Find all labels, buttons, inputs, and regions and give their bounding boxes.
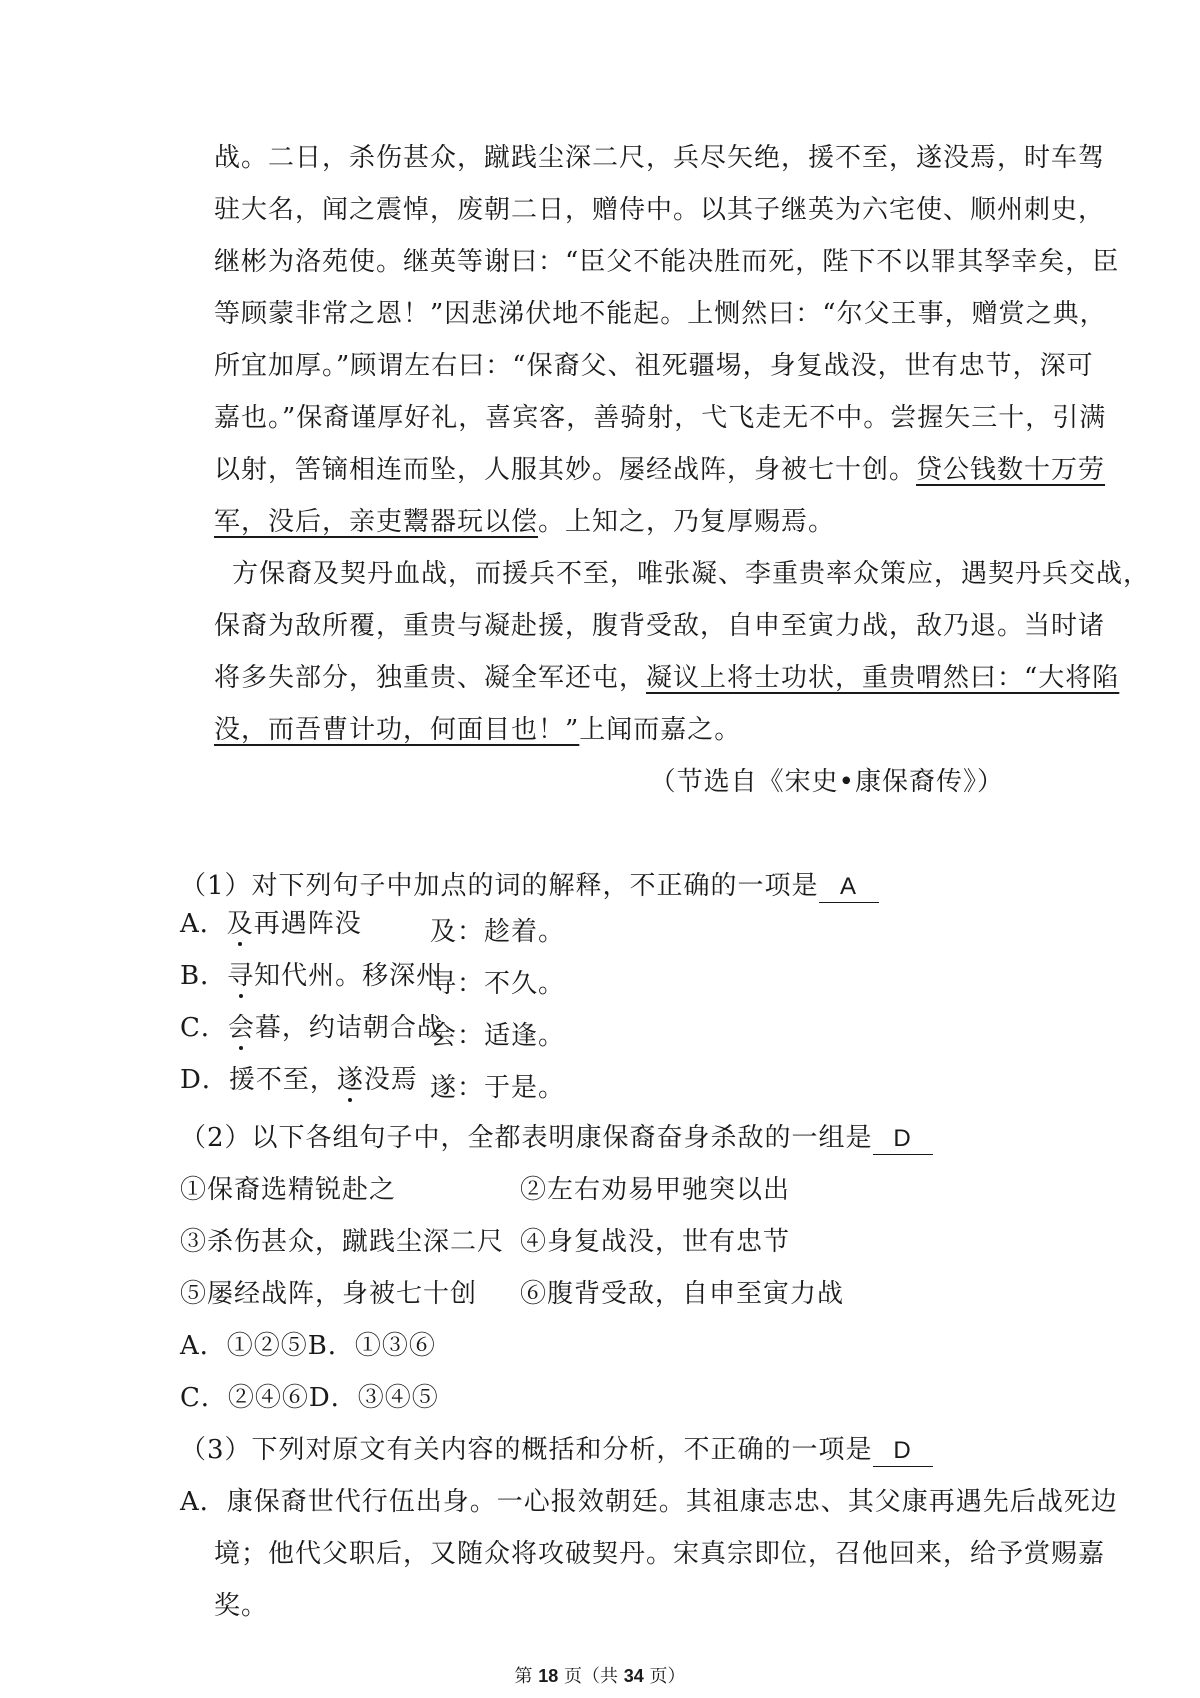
question-3-stem (180, 1430, 933, 1470)
question-1-gloss-b: 寻：不久。 (430, 969, 566, 999)
question-1-option-c (180, 1008, 444, 1048)
answer-blank: A (819, 872, 879, 903)
question-text: （1）对下列句子中加点的词的解释，不正确的一项是 (180, 871, 819, 901)
passage-text: 以射，筈镝相连而坠，人服其妙。屡经战阵，身被七十创。 (214, 455, 917, 485)
question-1-option-b (180, 956, 443, 996)
option-label: C． (180, 1013, 228, 1043)
question-1-option-a (180, 904, 362, 944)
question-2-item-1: ①保裔选精锐赴之 (180, 1175, 397, 1205)
underlined-sentence-2: 凝议上将士功状，重贵喟然曰：“大将陷 (646, 663, 1120, 693)
dotted-word: 寻 (227, 956, 254, 996)
option-text: 知代州。移深州 (254, 961, 444, 991)
passage-line-7 (214, 450, 1105, 490)
underlined-sentence-1: 贷公钱数十万劳 (916, 455, 1106, 485)
passage-line-10: 保裔为敌所覆，重贵与凝赴援，腹背受敌，自申至寅力战，敌乃退。当时诸 (214, 611, 1106, 641)
question-1-stem (180, 866, 879, 906)
option-text: 没焉 (363, 1065, 418, 1095)
question-2-stem (180, 1118, 933, 1158)
answer-blank: D (873, 1124, 933, 1155)
passage-line-9: 方保裔及契丹血战，而援兵不至，唯张凝、李重贵率众策应，遇契丹兵交战， (232, 559, 1151, 589)
passage-text: 将多失部分，独重贵、凝全军还屯， (214, 663, 647, 693)
question-2-item-2: ②左右劝易甲驰突以出 (520, 1175, 791, 1205)
passage-text: 。上知之，乃复厚赐焉。 (538, 507, 836, 537)
dotted-word: 会 (228, 1008, 255, 1048)
total-pages: 34 (623, 1666, 644, 1686)
question-2-item-6: ⑥腹背受敌，自申至寅力战 (520, 1279, 845, 1309)
passage-line-4: 等顾蒙非常之恩！”因悲涕伏地不能起。上恻然曰：“尔父王事，赠赏之典， (214, 299, 1107, 329)
question-3-option-a-line-1: A．康保裔世代行伍出身。一心报效朝廷。其祖康志忠、其父康再遇先后战死边 (180, 1487, 1118, 1517)
underlined-sentence-2-cont: 没，而吾曹计功，何面目也！” (214, 715, 580, 745)
passage-line-11 (214, 658, 1119, 698)
question-text: （2）以下各组句子中，全都表明康保裔奋身杀敌的一组是 (180, 1123, 873, 1153)
option-label: D．援不至， (180, 1065, 337, 1095)
question-2-choices-cd: C．②④⑥D．③④⑤ (180, 1383, 439, 1413)
question-1-gloss-c: 会：适逢。 (430, 1021, 566, 1051)
passage-line-8 (214, 502, 835, 542)
question-text: （3）下列对原文有关内容的概括和分析，不正确的一项是 (180, 1435, 873, 1465)
question-2-choices-ab: A．①②⑤B．①③⑥ (180, 1331, 436, 1361)
underlined-sentence-1-cont: 军，没后，亲吏鬻器玩以偿 (214, 507, 539, 537)
footer-text: 第 (514, 1666, 539, 1687)
passage-line-5: 所宜加厚。”顾谓左右曰：“保裔父、祖死疆埸，身复战没，世有忠节，深可 (214, 351, 1094, 381)
question-2-item-5: ⑤屡经战阵，身被七十创 (180, 1279, 478, 1309)
dotted-word: 及 (227, 904, 254, 944)
question-3-option-a-line-2: 境；他代父职后，又随众将攻破契丹。宋真宗即位，召他回来，给予赏赐嘉 (214, 1539, 1106, 1569)
option-label: B． (180, 961, 228, 991)
page-number: 18 (538, 1666, 559, 1686)
passage-line-6: 嘉也。”保裔谨厚好礼，喜宾客，善骑射，弋飞走无不中。尝握矢三十，引满 (214, 403, 1107, 433)
passage-source: （节选自《宋史•康保裔传》） (649, 767, 1004, 797)
passage-line-1: 战。二日，杀伤甚众，蹴践尘深二尺，兵尽矢绝，援不至，遂没焉，时车驾 (214, 143, 1106, 173)
footer-text: 页（共 (558, 1666, 624, 1687)
footer-text: 页） (643, 1666, 686, 1687)
passage-line-12 (214, 710, 741, 750)
question-2-item-4: ④身复战没，世有忠节 (520, 1227, 791, 1257)
question-1-gloss-d: 遂：于是。 (430, 1073, 566, 1103)
answer-blank: D (873, 1436, 933, 1467)
passage-line-2: 驻大名，闻之震悼，废朝二日，赠侍中。以其子继英为六宅使、顺州刺史， (214, 195, 1106, 225)
dotted-word: 遂 (337, 1060, 364, 1100)
passage-text: 上闻而嘉之。 (579, 715, 742, 745)
option-text: 再遇阵没 (253, 909, 362, 939)
question-2-item-3: ③杀伤甚众，蹴践尘深二尺 (180, 1227, 505, 1257)
page-footer (0, 1664, 1200, 1689)
option-label: A． (180, 909, 227, 939)
question-3-option-a-line-3: 奖。 (214, 1591, 269, 1621)
passage-line-3: 继彬为洛苑使。继英等谢曰：“臣父不能决胜而死，陛下不以罪其孥幸矣，臣 (214, 247, 1120, 277)
question-1-gloss-a: 及：趁着。 (430, 917, 566, 947)
question-1-option-d (180, 1060, 418, 1100)
option-text: 暮，约诘朝合战 (254, 1013, 444, 1043)
